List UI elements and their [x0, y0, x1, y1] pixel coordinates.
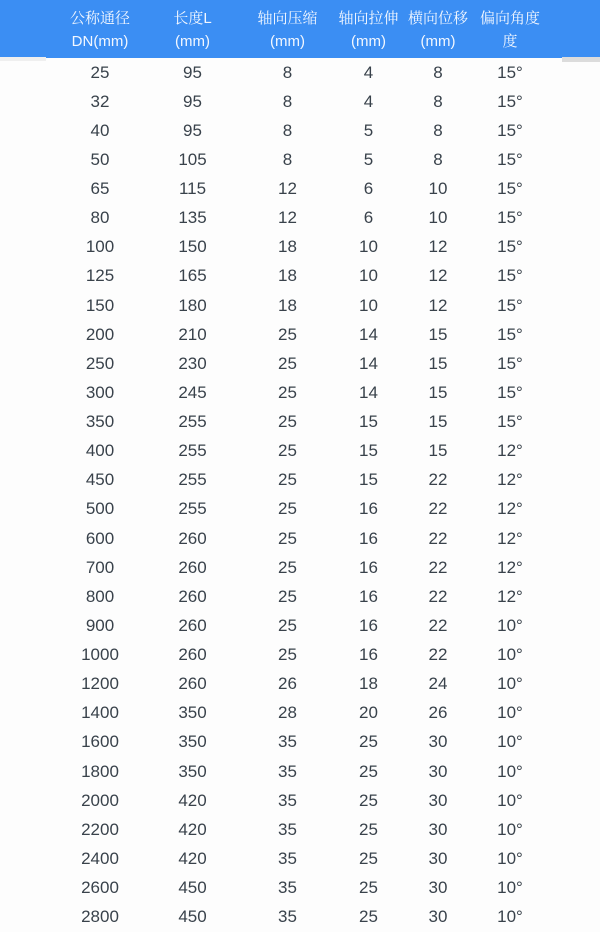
- cell-length: 230: [178, 353, 207, 373]
- cell-length: 95: [183, 120, 202, 140]
- table-row: [0, 437, 600, 466]
- cell-axial_extension: 25: [359, 790, 378, 810]
- cell-deflection_angle: 10°: [497, 848, 523, 868]
- cell-deflection_angle: 15°: [497, 237, 523, 257]
- cell-length: 420: [178, 790, 207, 810]
- cell-dn: 150: [85, 295, 115, 315]
- cell-length: 350: [178, 703, 207, 723]
- cell-length: 350: [178, 732, 207, 752]
- cell-axial_extension: 4: [363, 62, 374, 82]
- cell-axial_extension: 4: [363, 91, 374, 111]
- cell-dn: 700: [85, 557, 115, 577]
- table-row: [0, 582, 600, 611]
- cell-lateral_displacement: 22: [428, 615, 448, 635]
- column-header-lateral-displacement-line1: 横向位移: [407, 10, 468, 27]
- cell-axial_extension: 25: [359, 907, 378, 927]
- cell-axial_compression: 25: [278, 586, 297, 606]
- cell-axial_compression: 25: [278, 412, 297, 432]
- cell-axial_compression: 25: [278, 528, 297, 548]
- cell-lateral_displacement: 8: [433, 120, 443, 140]
- table-body: [0, 58, 600, 932]
- table-row: [0, 87, 600, 116]
- cell-axial_compression: 8: [282, 62, 293, 82]
- cell-dn: 100: [85, 237, 115, 257]
- cell-length: 450: [178, 878, 207, 898]
- cell-dn: 1800: [81, 761, 119, 781]
- cell-deflection_angle: 10°: [497, 703, 523, 723]
- cell-axial_compression: 25: [278, 441, 297, 461]
- cell-length: 255: [178, 499, 207, 519]
- table-row: [0, 728, 600, 757]
- table-row: [0, 844, 600, 873]
- cell-axial_compression: 35: [278, 878, 297, 898]
- table-row: [0, 786, 600, 815]
- table-row: [0, 699, 600, 728]
- cell-lateral_displacement: 15: [428, 412, 448, 432]
- cell-dn: 2000: [81, 790, 119, 810]
- cell-deflection_angle: 15°: [497, 412, 523, 432]
- cell-axial_extension: 16: [359, 615, 378, 635]
- cell-lateral_displacement: 22: [428, 470, 448, 490]
- cell-axial_compression: 18: [278, 295, 297, 315]
- cell-axial_compression: 18: [278, 237, 297, 257]
- cell-length: 150: [178, 237, 207, 257]
- cell-dn: 800: [85, 586, 115, 606]
- cell-axial_extension: 5: [363, 149, 374, 169]
- cell-axial_extension: 14: [359, 353, 378, 373]
- cell-lateral_displacement: 8: [433, 149, 443, 169]
- table-row: [0, 204, 600, 233]
- cell-axial_extension: 16: [359, 557, 378, 577]
- table-row: [0, 815, 600, 844]
- cell-dn: 1200: [81, 674, 119, 694]
- table-row: [0, 524, 600, 553]
- table-row: [0, 349, 600, 378]
- cell-length: 420: [178, 848, 207, 868]
- column-header-axial-compression-line2: (mm): [270, 33, 305, 50]
- cell-deflection_angle: 10°: [497, 761, 523, 781]
- cell-dn: 2200: [81, 819, 119, 839]
- cell-deflection_angle: 10°: [497, 674, 523, 694]
- cell-axial_extension: 16: [359, 528, 378, 548]
- cell-length: 95: [183, 62, 202, 82]
- cell-axial_extension: 25: [359, 761, 378, 781]
- cell-length: 255: [178, 412, 207, 432]
- cell-deflection_angle: 12°: [497, 499, 523, 519]
- cell-axial_compression: 25: [278, 499, 297, 519]
- cell-deflection_angle: 15°: [497, 62, 523, 82]
- cell-length: 105: [178, 149, 207, 169]
- cell-axial_extension: 16: [359, 645, 378, 665]
- cell-axial_compression: 35: [278, 819, 297, 839]
- table-row: [0, 262, 600, 291]
- table-row: [0, 553, 600, 582]
- cell-length: 255: [178, 470, 207, 490]
- cell-lateral_displacement: 8: [433, 91, 443, 111]
- cell-deflection_angle: 10°: [497, 732, 523, 752]
- cell-axial_compression: 25: [278, 645, 297, 665]
- cell-deflection_angle: 12°: [497, 586, 523, 606]
- cell-lateral_displacement: 30: [428, 878, 448, 898]
- cell-axial_extension: 25: [359, 732, 378, 752]
- table-row: [0, 378, 600, 407]
- cell-lateral_displacement: 22: [428, 586, 448, 606]
- table-row: [0, 145, 600, 174]
- column-header-lateral-displacement-line2: (mm): [420, 33, 456, 50]
- cell-dn: 2600: [81, 878, 119, 898]
- cell-deflection_angle: 10°: [497, 615, 523, 635]
- cell-lateral_displacement: 10: [428, 208, 448, 228]
- cell-deflection_angle: 15°: [497, 179, 523, 199]
- table-row: [0, 466, 600, 495]
- cell-dn: 250: [85, 353, 115, 373]
- cell-deflection_angle: 10°: [497, 819, 523, 839]
- cell-axial_extension: 16: [359, 499, 378, 519]
- cell-dn: 300: [85, 382, 115, 402]
- cell-axial_compression: 35: [278, 907, 297, 927]
- cell-deflection_angle: 15°: [497, 382, 523, 402]
- cell-dn: 125: [85, 266, 115, 286]
- cell-dn: 200: [85, 324, 115, 344]
- cell-axial_compression: 35: [278, 790, 297, 810]
- cell-deflection_angle: 15°: [497, 208, 523, 228]
- cell-lateral_displacement: 30: [428, 732, 448, 752]
- cell-dn: 350: [85, 412, 115, 432]
- cell-axial_compression: 25: [278, 353, 297, 373]
- cell-deflection_angle: 10°: [497, 878, 523, 898]
- column-header-deflection-angle: [474, 0, 600, 58]
- cell-length: 420: [178, 819, 207, 839]
- cell-lateral_displacement: 22: [428, 499, 448, 519]
- cell-dn: 65: [90, 179, 110, 199]
- cell-lateral_displacement: 10: [428, 179, 448, 199]
- cell-deflection_angle: 12°: [497, 557, 523, 577]
- cell-axial_compression: 25: [278, 324, 297, 344]
- cell-dn: 1000: [81, 645, 119, 665]
- table-row: [0, 874, 600, 903]
- cell-axial_compression: 25: [278, 557, 297, 577]
- cell-deflection_angle: 12°: [497, 470, 523, 490]
- cell-axial_compression: 8: [282, 91, 293, 111]
- cell-length: 180: [178, 295, 207, 315]
- table-row: [0, 408, 600, 437]
- cell-length: 260: [178, 557, 207, 577]
- cell-length: 260: [178, 615, 207, 635]
- table-row: [0, 116, 600, 145]
- column-header-deflection-angle-line2: 度: [502, 33, 518, 50]
- table-header-row: [0, 0, 600, 58]
- column-header-length-line2: (mm): [175, 33, 210, 50]
- cell-deflection_angle: 15°: [497, 91, 523, 111]
- cell-lateral_displacement: 30: [428, 761, 448, 781]
- cell-lateral_displacement: 22: [428, 557, 448, 577]
- cell-axial_extension: 5: [363, 120, 374, 140]
- cell-axial_extension: 18: [359, 674, 378, 694]
- cell-axial_compression: 35: [278, 732, 297, 752]
- cell-axial_extension: 15: [359, 470, 378, 490]
- cell-axial_extension: 20: [359, 703, 378, 723]
- cell-lateral_displacement: 22: [428, 528, 448, 548]
- cell-lateral_displacement: 30: [428, 907, 448, 927]
- column-header-axial-extension: [335, 0, 402, 58]
- cell-deflection_angle: 12°: [497, 441, 523, 461]
- cell-lateral_displacement: 15: [428, 353, 448, 373]
- column-header-lateral-displacement: [402, 0, 474, 58]
- cell-deflection_angle: 15°: [497, 120, 523, 140]
- cell-length: 135: [178, 208, 207, 228]
- cell-length: 260: [178, 586, 207, 606]
- cell-deflection_angle: 15°: [497, 266, 523, 286]
- column-header-axial-compression: [240, 0, 335, 58]
- cell-dn: 32: [90, 91, 110, 111]
- cell-axial_extension: 6: [363, 208, 374, 228]
- column-header-axial-compression-line1: 轴向压缩: [257, 10, 318, 27]
- cell-lateral_displacement: 24: [428, 674, 448, 694]
- cell-axial_compression: 25: [278, 615, 297, 635]
- column-header-dn-line2: DN(mm): [71, 33, 129, 50]
- cell-axial_extension: 25: [359, 819, 378, 839]
- cell-axial_compression: 8: [282, 149, 293, 169]
- cell-axial_compression: 35: [278, 848, 297, 868]
- column-header-dn-line1: 公称通径: [69, 10, 130, 27]
- cell-dn: 1600: [81, 732, 119, 752]
- cell-axial_extension: 15: [359, 412, 378, 432]
- table-header: [0, 0, 600, 58]
- cell-axial_extension: 10: [359, 266, 378, 286]
- scroll-track-remnant-left: [0, 57, 46, 61]
- cell-lateral_displacement: 15: [428, 324, 448, 344]
- cell-length: 255: [178, 441, 207, 461]
- table-row: [0, 320, 600, 349]
- cell-dn: 40: [90, 120, 110, 140]
- cell-axial_compression: 12: [278, 208, 297, 228]
- table-row: [0, 233, 600, 262]
- cell-length: 165: [178, 266, 207, 286]
- cell-deflection_angle: 15°: [497, 324, 523, 344]
- cell-lateral_displacement: 12: [428, 237, 448, 257]
- cell-length: 350: [178, 761, 207, 781]
- cell-dn: 2800: [81, 907, 119, 927]
- cell-deflection_angle: 15°: [497, 295, 523, 315]
- cell-lateral_displacement: 22: [428, 645, 448, 665]
- cell-deflection_angle: 15°: [497, 149, 523, 169]
- cell-axial_extension: 25: [359, 878, 378, 898]
- cell-axial_extension: 10: [359, 237, 378, 257]
- column-header-length-line1: 长度L: [173, 10, 212, 27]
- cell-axial_compression: 25: [278, 470, 297, 490]
- table-row: [0, 291, 600, 320]
- cell-axial_compression: 28: [278, 703, 297, 723]
- cell-dn: 400: [85, 441, 115, 461]
- column-header-axial-extension-line2: (mm): [351, 33, 386, 50]
- cell-dn: 80: [90, 208, 110, 228]
- cell-lateral_displacement: 30: [428, 848, 448, 868]
- cell-axial_extension: 10: [359, 295, 378, 315]
- cell-dn: 50: [90, 149, 110, 169]
- column-header-dn: [0, 0, 145, 58]
- cell-deflection_angle: 10°: [497, 645, 523, 665]
- cell-axial_compression: 12: [278, 179, 297, 199]
- column-header-length: [145, 0, 240, 58]
- cell-dn: 600: [85, 528, 115, 548]
- cell-axial_extension: 14: [359, 382, 378, 402]
- cell-axial_compression: 18: [278, 266, 297, 286]
- cell-lateral_displacement: 26: [428, 703, 448, 723]
- cell-lateral_displacement: 30: [428, 790, 448, 810]
- cell-lateral_displacement: 12: [428, 295, 448, 315]
- cell-axial_compression: 26: [278, 674, 297, 694]
- cell-dn: 1400: [81, 703, 119, 723]
- cell-lateral_displacement: 15: [428, 441, 448, 461]
- cell-length: 450: [178, 907, 207, 927]
- table-row: [0, 58, 600, 87]
- cell-length: 95: [183, 91, 202, 111]
- table-row: [0, 757, 600, 786]
- cell-lateral_displacement: 8: [433, 62, 443, 82]
- cell-lateral_displacement: 12: [428, 266, 448, 286]
- cell-deflection_angle: 10°: [497, 790, 523, 810]
- cell-dn: 2400: [81, 848, 119, 868]
- cell-length: 260: [178, 674, 207, 694]
- table-row: [0, 903, 600, 932]
- cell-axial_extension: 25: [359, 848, 378, 868]
- cell-axial_extension: 6: [363, 179, 374, 199]
- table-row: [0, 175, 600, 204]
- cell-dn: 500: [85, 499, 115, 519]
- cell-axial_compression: 35: [278, 761, 297, 781]
- column-header-axial-extension-line1: 轴向拉伸: [338, 10, 399, 27]
- cell-axial_extension: 14: [359, 324, 378, 344]
- cell-axial_compression: 25: [278, 382, 297, 402]
- table-row: [0, 641, 600, 670]
- cell-deflection_angle: 12°: [497, 528, 523, 548]
- cell-lateral_displacement: 15: [428, 382, 448, 402]
- table-row: [0, 670, 600, 699]
- scroll-track-remnant-right: [562, 57, 600, 62]
- cell-length: 245: [178, 382, 207, 402]
- table-row: [0, 611, 600, 640]
- table-row: [0, 495, 600, 524]
- cell-dn: 25: [90, 62, 110, 82]
- cell-length: 260: [178, 528, 207, 548]
- cell-length: 210: [178, 324, 207, 344]
- cell-axial_extension: 16: [359, 586, 378, 606]
- column-header-deflection-angle-line1: 偏向角度: [479, 10, 540, 27]
- cell-deflection_angle: 15°: [497, 353, 523, 373]
- cell-lateral_displacement: 30: [428, 819, 448, 839]
- cell-axial_compression: 8: [282, 120, 293, 140]
- cell-dn: 900: [85, 615, 115, 635]
- cell-length: 260: [178, 645, 207, 665]
- cell-axial_extension: 15: [359, 441, 378, 461]
- cell-dn: 450: [85, 470, 115, 490]
- cell-length: 115: [178, 179, 207, 199]
- cell-deflection_angle: 10°: [497, 907, 523, 927]
